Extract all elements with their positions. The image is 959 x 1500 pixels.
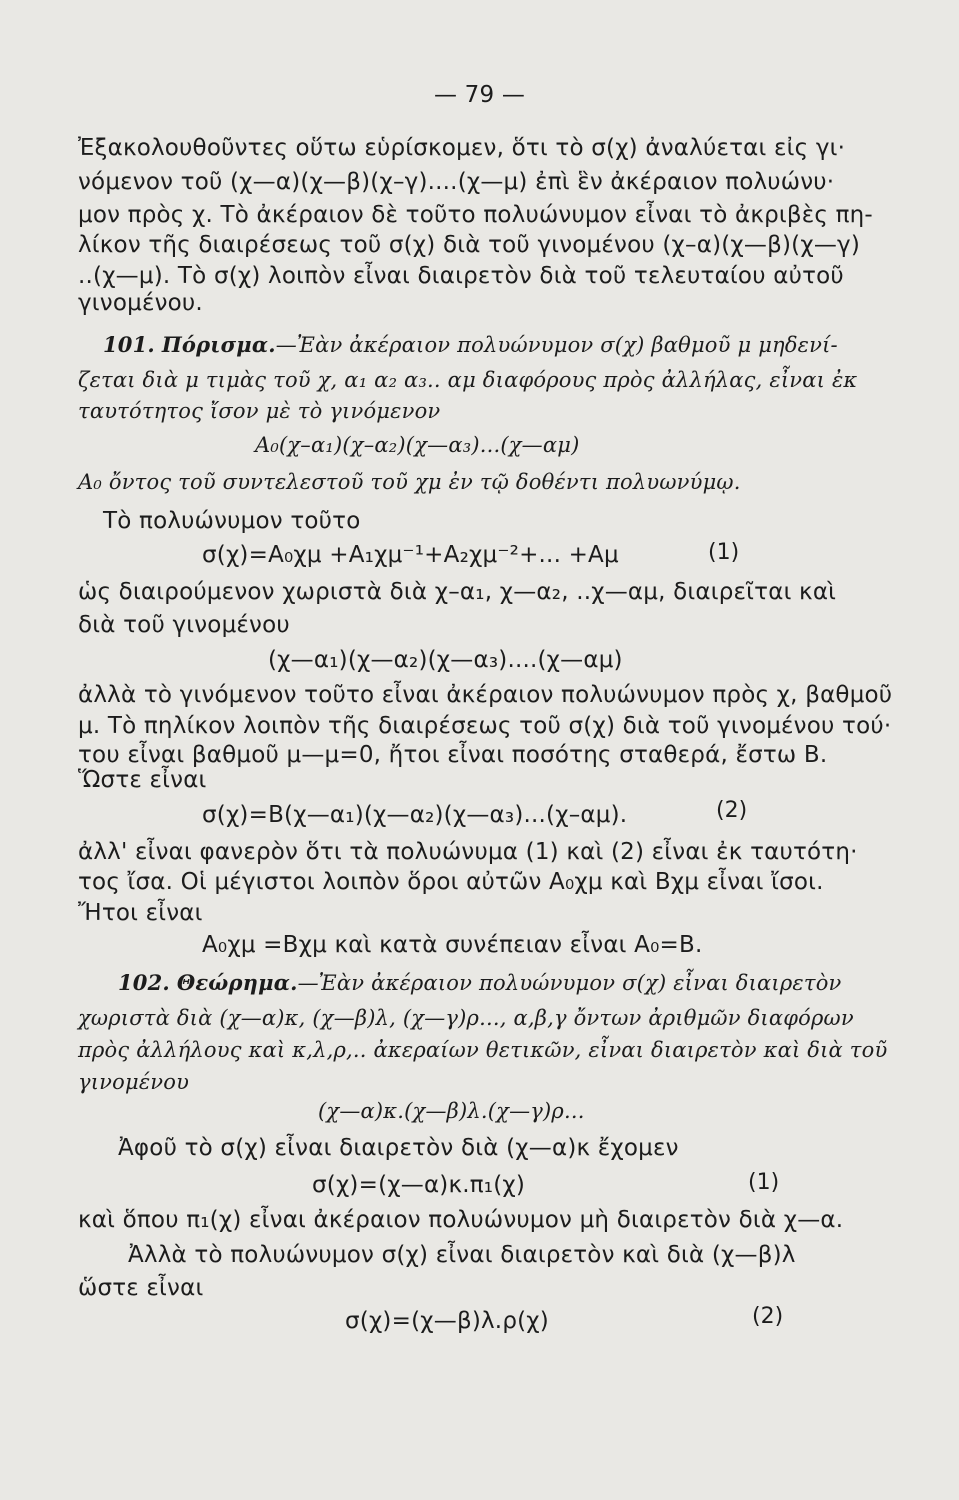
corollary-text: —Ἐὰν ἀκέραιον πολυώνυμον σ(χ) βαθμοῦ μ μηδενί- — [275, 333, 838, 357]
paragraph-line: Ὥστε εἶναι — [78, 767, 207, 793]
corollary-title: Πόρισμα. — [161, 332, 276, 357]
theorem-formula: (χ—α)κ.(χ—β)λ.(χ—γ)ρ... — [318, 1099, 585, 1123]
equation: (χ—α₁)(χ—α₂)(χ—α₃)....(χ—αμ) — [268, 647, 623, 673]
paragraph-line: ὡς διαιρούμενον χωριστὰ διὰ χ–α₁, χ—α₂, ..χ—αμ, διαιρεῖται καὶ — [78, 579, 837, 605]
equation: σ(χ)=(χ—α)κ.π₁(χ) — [312, 1172, 526, 1198]
paragraph-line: του εἶναι βαθμοῦ μ—μ=0, ἤτοι εἶναι ποσότης σταθερά, ἔστω B. — [78, 742, 828, 768]
equation-label: (2) — [752, 1304, 784, 1329]
paragraph-line: τος ἴσα. Οἱ μέγιστοι λοιπὸν ὅροι αὐτῶν A₀χμ καὶ Bχμ εἶναι ἴσοι. — [78, 869, 824, 895]
paragraph-line: λίκον τῆς διαιρέσεως τοῦ σ(χ) διὰ τοῦ γινομένου (χ–α)(χ—β)(χ—γ) — [78, 232, 861, 258]
corollary-line: ζεται διὰ μ τιμὰς τοῦ χ, α₁ α₂ α₃.. αμ διαφόρους πρὸς ἀλλήλας, εἶναι ἐκ — [78, 368, 858, 392]
equation: σ(χ)=B(χ—α₁)(χ—α₂)(χ—α₃)...(χ–αμ). — [202, 802, 628, 828]
equation: σ(χ)=A₀χμ +A₁χμ⁻¹+A₂χμ⁻²+... +Aμ — [202, 542, 619, 568]
corollary-formula: A₀(χ–α₁)(χ–α₂)(χ—α₃)...(χ—αμ) — [255, 433, 580, 457]
theorem-line: πρὸς ἀλλήλους καὶ κ,λ,ρ,.. ἀκεραίων θετικῶν, εἶναι διαιρετὸν καὶ διὰ τοῦ — [78, 1038, 888, 1062]
paragraph-line: Ἀφοῦ τὸ σ(χ) εἶναι διαιρετὸν διὰ (χ—α)κ ἔχομεν — [118, 1135, 679, 1161]
paragraph-line: γινομένου. — [78, 290, 203, 316]
theorem-heading-line — [118, 968, 842, 998]
corollary-line: ταυτότητος ἴσον μὲ τὸ γινόμενον — [78, 399, 441, 423]
paragraph-line: νόμενον τοῦ (χ—α)(χ—β)(χ–γ)....(χ—μ) ἐπὶ ἓν ἀκέραιον πολυώνυ· — [78, 169, 835, 195]
paragraph-line: ..(χ—μ). Τὸ σ(χ) λοιπὸν εἶναι διαιρετὸν διὰ τοῦ τελευταίου αὐτοῦ — [78, 263, 844, 289]
paragraph-line: μον πρὸς χ. Τὸ ἀκέραιον δὲ τοῦτο πολυώνυμον εἶναι τὸ ἀκριβὲς πη- — [78, 202, 873, 228]
corollary-line: A₀ ὄντος τοῦ συντελεστοῦ τοῦ χμ ἐν τῷ δοθέντι πολυωνύμῳ. — [78, 470, 741, 494]
equation: A₀χμ =Bχμ καὶ κατὰ συνέπειαν εἶναι A₀=B. — [202, 932, 703, 958]
theorem-title: Θεώρημα. — [176, 970, 298, 995]
paragraph-line: μ. Τὸ πηλίκον λοιπὸν τῆς διαιρέσεως τοῦ σ(χ) διὰ τοῦ γινομένου τού· — [78, 713, 892, 739]
paragraph-line: Τὸ πολυώνυμον τοῦτο — [103, 508, 361, 534]
corollary-number: 101. — [103, 332, 155, 357]
paragraph-line: διὰ τοῦ γινομένου — [78, 612, 290, 638]
page-number: — 79 — — [433, 82, 526, 108]
theorem-text: —Ἐὰν ἀκέραιον πολυώνυμον σ(χ) εἶναι διαιρετὸν — [297, 971, 842, 995]
theorem-number: 102. — [118, 970, 170, 995]
theorem-line: γινομένου — [78, 1070, 190, 1094]
paragraph-line: Ἀλλὰ τὸ πολυώνυμον σ(χ) εἶναι διαιρετὸν καὶ διὰ (χ—β)λ — [128, 1242, 796, 1268]
equation-label: (1) — [708, 540, 740, 565]
paragraph-line: Ἐξακολουθοῦντες οὕτω εὑρίσκομεν, ὅτι τὸ σ(χ) ἀναλύεται εἰς γι· — [78, 135, 846, 161]
equation-label: (2) — [716, 798, 748, 823]
theorem-line: χωριστὰ διὰ (χ—α)κ, (χ—β)λ, (χ—γ)ρ..., α,β,γ ὄντων ἀριθμῶν διαφόρων — [78, 1006, 854, 1030]
paragraph-line: καὶ ὅπου π₁(χ) εἶναι ἀκέραιον πολυώνυμον μὴ διαιρετὸν διὰ χ—α. — [78, 1207, 844, 1233]
paragraph-line: Ἤτοι εἶναι — [78, 900, 203, 926]
paragraph-line: ἀλλ' εἶναι φανερὸν ὅτι τὰ πολυώνυμα (1) καὶ (2) εἶναι ἐκ ταυτότη· — [78, 839, 858, 865]
corollary-heading-line — [103, 330, 838, 360]
equation: σ(χ)=(χ—β)λ.ρ(χ) — [345, 1308, 549, 1334]
paragraph-line: ὥστε εἶναι — [78, 1275, 204, 1301]
paragraph-line: ἀλλὰ τὸ γινόμενον τοῦτο εἶναι ἀκέραιον πολυώνυμον πρὸς χ, βαθμοῦ — [78, 682, 893, 708]
equation-label: (1) — [748, 1170, 780, 1195]
